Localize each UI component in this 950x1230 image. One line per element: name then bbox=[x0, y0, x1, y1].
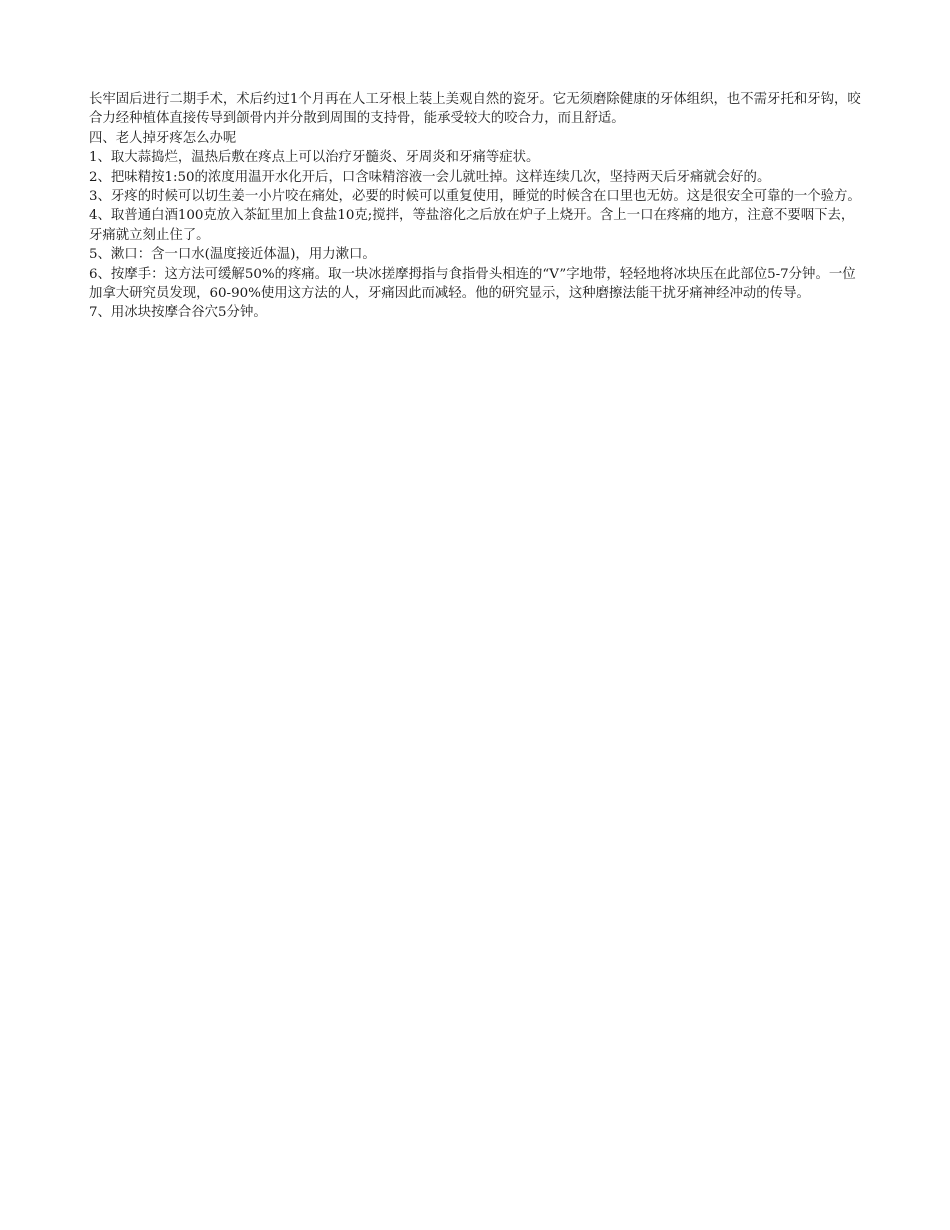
list-item-4: 4、取普通白酒100克放入茶缸里加上食盐10克;搅拌，等盐溶化之后放在炉子上烧开。含上一口在疼痛的地方，注意不要咽下去，牙痛就立刻止住了。 bbox=[89, 208, 855, 243]
list-item-1: 1、取大蒜捣烂，温热后敷在疼点上可以治疗牙髓炎、牙周炎和牙痛等症状。 bbox=[89, 150, 540, 166]
list-item-6: 6、按摩手：这方法可缓解50%的疼痛。取一块冰搓摩拇指与食指骨头相连的“V”字地带，轻轻地将冰块压在此部位5-7分钟。一位加拿大研究员发现，60-90%使用这方法的人，牙痛因此而减轻。他的研究显示，这种磨擦法能干扰牙痛神经冲动的传导。 bbox=[89, 266, 856, 302]
document-body bbox=[89, 90, 864, 323]
section-heading: 四、老人掉牙疼怎么办呢 bbox=[89, 130, 237, 146]
list-item-7: 7、用冰块按摩合谷穴5分钟。 bbox=[89, 305, 267, 321]
paragraph-intro: 长牢固后进行二期手术，术后约过1个月再在人工牙根上装上美观自然的瓷牙。它无须磨除健康的牙体组织，也不需牙托和牙钩，咬合力经种植体直接传导到颌骨内并分散到周围的支持骨，能承受较大的咬合力，而且舒适。 bbox=[89, 92, 861, 127]
list-item-3: 3、牙疼的时候可以切生姜一小片咬在痛处，必要的时候可以重复使用，睡觉的时候含在口里也无妨。这是很安全可靠的一个验方。 bbox=[89, 189, 861, 205]
list-item-2: 2、把味精按1:50的浓度用温开水化开后，口含味精溶液一会儿就吐掉。这样连续几次，坚持两天后牙痛就会好的。 bbox=[89, 169, 771, 185]
list-item-5: 5、漱口：含一口水(温度接近体温)，用力漱口。 bbox=[89, 247, 376, 263]
